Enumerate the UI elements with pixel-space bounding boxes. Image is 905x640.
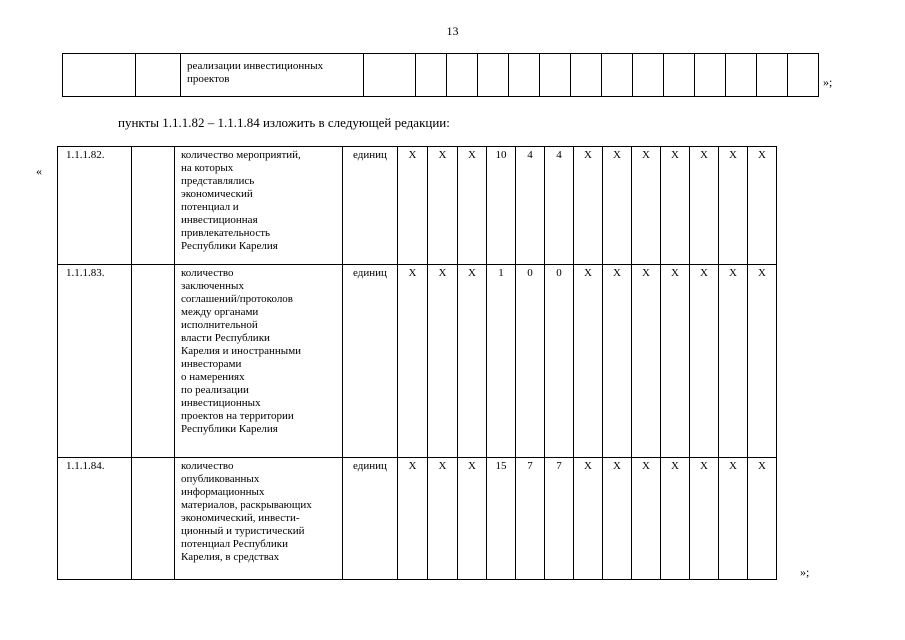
top-cell-value bbox=[416, 54, 447, 97]
row-blank-cell bbox=[132, 458, 175, 580]
row-name-line: потенциал и bbox=[181, 201, 239, 213]
row-value: Х bbox=[748, 458, 777, 580]
row-name-line: между органами bbox=[181, 306, 259, 318]
row-name-line: инвесторами bbox=[181, 358, 242, 370]
row-name-line: потенциал Республики bbox=[181, 538, 288, 550]
table-row bbox=[58, 265, 777, 458]
row-value: Х bbox=[574, 265, 603, 458]
row-value: 0 bbox=[545, 265, 574, 458]
row-value: Х bbox=[398, 265, 428, 458]
row-value: Х bbox=[632, 458, 661, 580]
row-name-line: исполнительной bbox=[181, 319, 258, 331]
row-name-line: соглашений/протоколов bbox=[181, 293, 294, 305]
row-name-line: количество bbox=[181, 267, 234, 279]
row-blank-cell bbox=[132, 147, 175, 265]
row-value: Х bbox=[603, 458, 632, 580]
row-value: 7 bbox=[516, 458, 545, 580]
row-name-line: инвестиционных bbox=[181, 397, 261, 409]
top-cell-value bbox=[478, 54, 509, 97]
table-row bbox=[58, 458, 777, 580]
row-name-line: информационных bbox=[181, 486, 265, 498]
row-value: Х bbox=[458, 147, 487, 265]
row-name-line: заключенных bbox=[181, 280, 244, 292]
row-unit: единиц bbox=[343, 458, 398, 580]
row-value: Х bbox=[574, 458, 603, 580]
instruction-text: пункты 1.1.1.82 – 1.1.1.84 изложить в следующей редакции: bbox=[118, 115, 450, 130]
row-value: Х bbox=[661, 147, 690, 265]
top-cell-value bbox=[447, 54, 478, 97]
row-name-line: по реализации bbox=[181, 384, 249, 396]
top-cell-value bbox=[695, 54, 726, 97]
row-name-line: на которых bbox=[181, 162, 234, 174]
row-value: Х bbox=[719, 147, 748, 265]
row-value: 0 bbox=[516, 265, 545, 458]
top-cell-value bbox=[788, 54, 819, 97]
top-name-line: реализации инвестиционных bbox=[187, 60, 324, 72]
row-name-line: Карелия и иностранными bbox=[181, 345, 302, 357]
row-blank-cell bbox=[132, 265, 175, 458]
row-value: Х bbox=[398, 147, 428, 265]
row-value: Х bbox=[428, 458, 458, 580]
top-cell-name bbox=[181, 54, 364, 97]
top-cell-value bbox=[571, 54, 602, 97]
row-value: Х bbox=[690, 458, 719, 580]
row-name-line: количество мероприятий, bbox=[181, 149, 301, 161]
row-value: Х bbox=[748, 147, 777, 265]
row-name-line: экономический bbox=[181, 188, 253, 200]
row-unit: единиц bbox=[343, 265, 398, 458]
row-value: Х bbox=[574, 147, 603, 265]
row-code: 1.1.1.82. bbox=[58, 147, 132, 265]
row-value: Х bbox=[690, 147, 719, 265]
indicators-table bbox=[57, 146, 777, 580]
row-value: 7 bbox=[545, 458, 574, 580]
row-code: 1.1.1.84. bbox=[58, 458, 132, 580]
row-value: Х bbox=[428, 265, 458, 458]
row-value: Х bbox=[603, 147, 632, 265]
top-cell-value bbox=[633, 54, 664, 97]
top-name-line: проектов bbox=[187, 73, 230, 85]
row-value: Х bbox=[458, 265, 487, 458]
row-value: Х bbox=[690, 265, 719, 458]
row-value: Х bbox=[719, 265, 748, 458]
row-value: Х bbox=[428, 147, 458, 265]
row-value: Х bbox=[632, 265, 661, 458]
row-name-line: Республики Карелия bbox=[181, 240, 278, 252]
top-cell-value bbox=[664, 54, 695, 97]
row-value: Х bbox=[661, 458, 690, 580]
top-cell-value bbox=[726, 54, 757, 97]
row-name bbox=[175, 458, 343, 580]
top-cell-code bbox=[63, 54, 136, 97]
top-cell-value bbox=[540, 54, 571, 97]
top-cell-value bbox=[509, 54, 540, 97]
row-unit: единиц bbox=[343, 147, 398, 265]
row-name-line: инвестиционная bbox=[181, 214, 258, 226]
row-value: Х bbox=[458, 458, 487, 580]
row-name-line: ционный и туристический bbox=[181, 525, 305, 537]
closing-quote: »; bbox=[800, 565, 810, 579]
row-value: Х bbox=[603, 265, 632, 458]
row-value: 15 bbox=[487, 458, 516, 580]
row-name-line: опубликованных bbox=[181, 473, 260, 485]
row-value: Х bbox=[661, 265, 690, 458]
row-name-line: материалов, раскрывающих bbox=[181, 499, 312, 511]
row-name bbox=[175, 147, 343, 265]
top-cell-unit bbox=[364, 54, 416, 97]
row-name-line: экономический, инвести- bbox=[181, 512, 300, 524]
row-name-line: проектов на территории bbox=[181, 410, 294, 422]
row-value: Х bbox=[719, 458, 748, 580]
row-name-line: количество bbox=[181, 460, 234, 472]
row-name-line: представлялись bbox=[181, 175, 255, 187]
top-table-fragment bbox=[62, 53, 819, 97]
row-name-line: власти Республики bbox=[181, 332, 270, 344]
top-closing-quote: »; bbox=[823, 75, 833, 89]
row-value: 1 bbox=[487, 265, 516, 458]
row-name-line: привлекательность bbox=[181, 227, 271, 239]
row-value: 10 bbox=[487, 147, 516, 265]
top-cell-blank bbox=[136, 54, 181, 97]
table-row bbox=[58, 147, 777, 265]
opening-quote: « bbox=[36, 164, 42, 178]
row-name bbox=[175, 265, 343, 458]
row-name-line: Республики Карелия bbox=[181, 423, 278, 435]
row-value: Х bbox=[398, 458, 428, 580]
row-value: Х bbox=[748, 265, 777, 458]
row-value: Х bbox=[632, 147, 661, 265]
row-name-line: Карелия, в средствах bbox=[181, 551, 280, 563]
row-value: 4 bbox=[516, 147, 545, 265]
row-code: 1.1.1.83. bbox=[58, 265, 132, 458]
row-value: 4 bbox=[545, 147, 574, 265]
page-number: 13 bbox=[446, 24, 459, 38]
top-cell-value bbox=[602, 54, 633, 97]
row-name-line: о намерениях bbox=[181, 371, 245, 383]
top-cell-value bbox=[757, 54, 788, 97]
